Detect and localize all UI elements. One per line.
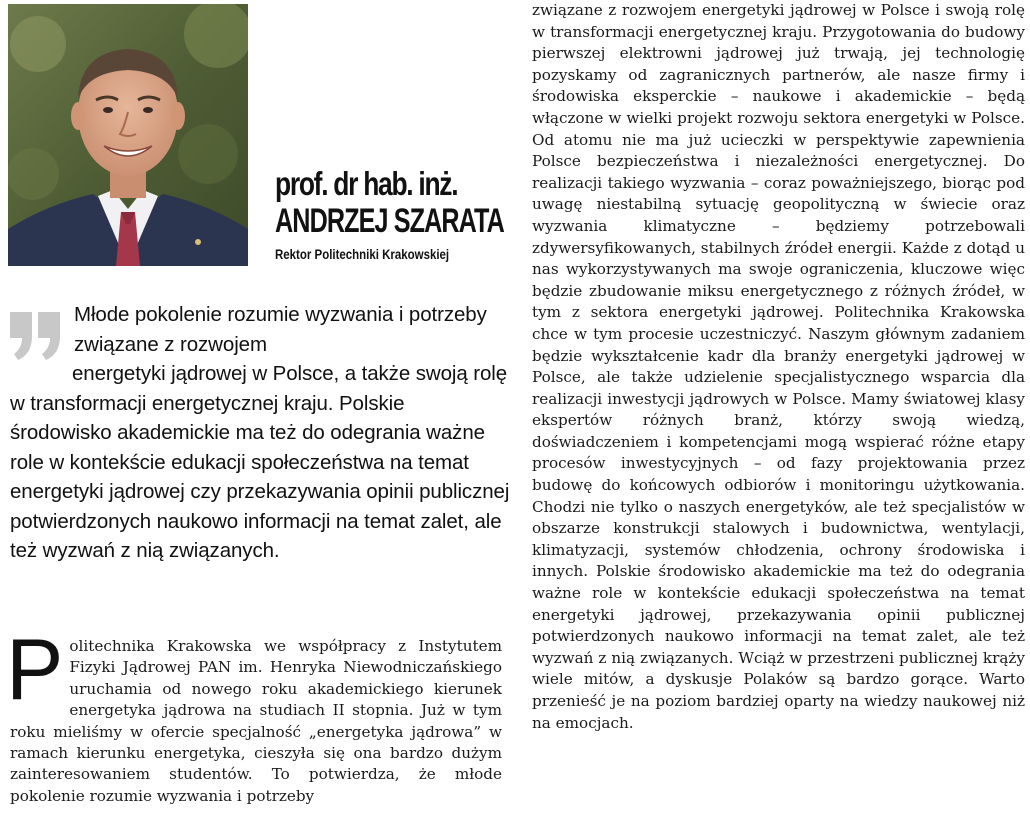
intro-text: olitechnika Krakowska we współpracy z Instytutem Fizyki Jądrowej PAN im. Henryka Niewodniczańskiego uruchamia od nowego roku akademickiego kierunek energetyka jądrowa na studiach II stopnia. Już w tym roku mieliśmy w ofercie specjalność „energetyka jądrowa” w ramach kierunku energetyka, cieszyła się ona bardzo dużym zainteresowaniem studentów. To potwierdza, że młode pokolenie rozumie wyzwania i potrzeby xyxy=(10,637,502,805)
article-intro xyxy=(6,622,502,807)
author-block xyxy=(275,166,515,264)
continuation-text: związane z rozwojem energetyki jądrowej w Polsce i swoją rolę w transformacji energetycznej kraju. Przygotowania do budowy pierwszej elektrowni jądrowej już trwają, jej technologię pozyskamy od zagranicznych partnerów, ale nasze firmy i środowiska eksperckie – naukowe i akademickie – będą włączone w wielki projekt rozwoju sektora energetyki w Polsce. Od atomu nie ma już ucieczki w perspektywie zapewnienia Polsce bezpieczeństwa i niezależności energetycznej. Do realizacji takiego wyzwania – coraz poważniejszego, biorąc pod uwagę niestabilną sytuację geopolityczną w świecie oraz wyzwania klimatyczne – będziemy potrzebowali zdywersyfikowanych, stabilnych źródeł energii. Każde z dotąd u nas wykorzystywanych ma swoje ograniczenia, kluczowe więc będzie zbudowanie miksu energetycznego z różnych źródeł, w tym z sektora energetyki jądrowej. Politechnika Krakowska chce w tym procesie uczestniczyć. Naszym głównym zadaniem będzie wykształcenie kadr dla branży energetyki jądrowej w Polsce, ale także udzielenie specjalistycznego wsparcia dla realizacji inwestycji jądrowych w Polsce. Mamy światowej klasy ekspertów różnych branż, którzy swoją wiedzą, doświadczeniem i kompetencjami mogą wspierać różne etapy procesów inwestycyjnych – od fazy projektowania przez budowę do końcowych odbiorów i monitoringu użytkowania. Chodzi nie tylko o naszych energetyków, ale też specjalistów w obszarze konstrukcji stalowych i budownictwa, wentylacji, klimatyzacji, systemów chłodzenia, ochrony środowiska i innych. Polskie środowisko akademickie ma też do odegrania ważne role w kontekście edukacji społeczeństwa na temat energetyki jądrowej, przekazywania opinii publicznej potwierdzonych naukowo informacji na temat zalet, ale też wyzwań z nią związanych. Wciąż w przestrzeni publicznej krąży wiele mitów, a dyskusje Polaków są bardzo gorące. Warto przenieść je na poziom bardziej oparty na wiedzy naukowej niż na emocjach. xyxy=(532,1,1025,732)
portrait-photo xyxy=(8,4,248,266)
portrait-illustration xyxy=(8,4,248,266)
author-role: Rektor Politechniki Krakowskiej xyxy=(275,247,450,262)
quotation-mark-icon xyxy=(8,308,64,364)
drop-cap: P xyxy=(6,622,64,718)
author-academic-title: prof. dr hab. inż. xyxy=(275,165,458,202)
quote-rest: energetyki jądrowej w Polsce, a także swoją rolę w transformacji energetycznej kraju. Polskie środowisko akademickie ma też do odegrania ważne role w kontekście edukacji społeczeństwa na temat energetyki jądrowej czy przekazywania opinii publicznej potwierdzonych naukowo informacji na temat zalet, ale też wyzwań z nią związanych. xyxy=(10,362,510,562)
quote-first-lines: Młode pokolenie rozumie wyzwania i potrzeby związane z rozwojem xyxy=(74,303,487,356)
pull-quote xyxy=(10,300,510,566)
author-name: ANDRZEJ SZARATA xyxy=(275,202,504,240)
article-continuation xyxy=(532,0,1025,734)
